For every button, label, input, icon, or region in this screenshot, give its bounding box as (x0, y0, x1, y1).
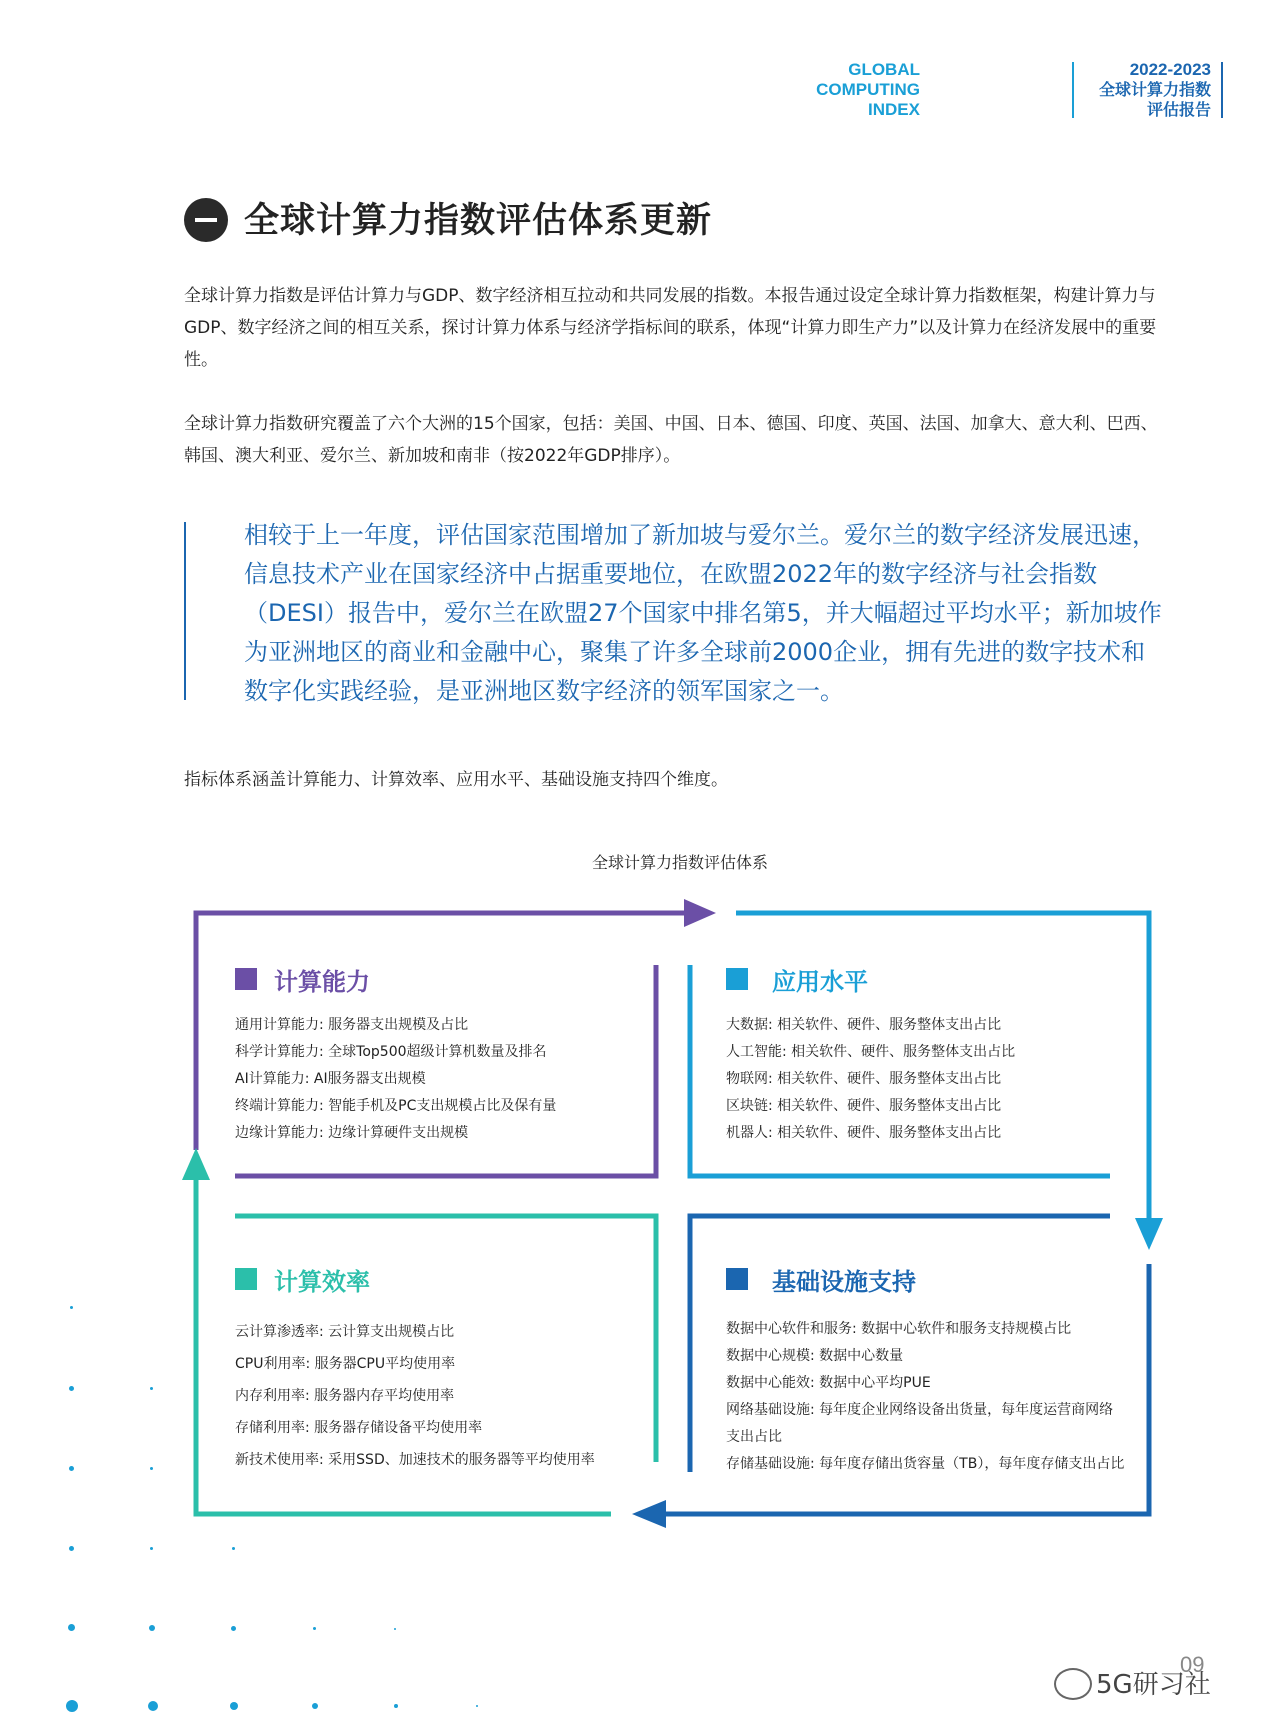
wechat-icon (1054, 1668, 1092, 1700)
header-series-line: COMPUTING (816, 80, 920, 99)
list-item: 存储利用率: 服务器存储设备平均使用率 (235, 1420, 483, 1436)
compute-square-icon (235, 968, 257, 990)
dimensions-paragraph: 指标体系涵盖计算能力、计算效率、应用水平、基础设施支持四个维度。 (184, 770, 728, 790)
header-report-year: 2022-2023 (1129, 60, 1211, 79)
list-item: 支出占比 (726, 1429, 782, 1445)
list-item: 存储基础设施: 每年度存储出货容量（TB），每年度存储支出占比 (726, 1456, 1125, 1472)
decor-dot (230, 1702, 238, 1710)
section-title: 全球计算力指数评估体系更新 (244, 201, 713, 241)
header-report-line: 评估报告 (1146, 100, 1211, 119)
decor-dot (476, 1705, 478, 1707)
application-items (726, 1012, 1015, 1147)
list-item: 数据中心软件和服务: 数据中心软件和服务支持规模占比 (726, 1321, 1072, 1337)
efficiency-square-icon (235, 1268, 257, 1290)
decor-dot (149, 1625, 155, 1631)
decor-dot (394, 1704, 398, 1708)
infrastructure-title: 基础设施支持 (772, 1268, 916, 1296)
list-item: CPU利用率: 服务器CPU平均使用率 (235, 1356, 456, 1372)
infrastructure-square-icon (726, 1268, 748, 1290)
decor-dot (150, 1467, 153, 1470)
list-item: 数据中心规模: 数据中心数量 (726, 1348, 904, 1364)
decor-dot (232, 1547, 235, 1550)
list-item: 边缘计算能力: 边缘计算硬件支出规模 (235, 1125, 469, 1141)
decor-dot (69, 1466, 74, 1471)
list-item: 数据中心能效: 数据中心平均PUE (726, 1375, 931, 1391)
decor-dot (66, 1700, 78, 1712)
arrow-down-icon (1135, 1218, 1163, 1250)
intro-paragraph: 全球计算力指数是评估计算力与GDP、数字经济相互拉动和共同发展的指数。本报告通过设定全球计算力指数框架，构建计算力与GDP、数字经济之间的相互关系，探讨计算力体系与经济学指标间的联系，体现“计算力即生产力”以及计算力在经济发展中的重要性。 (184, 286, 1157, 370)
coverage-paragraph: 全球计算力指数研究覆盖了六个大洲的15个国家，包括：美国、中国、日本、德国、印度、英国、法国、加拿大、意大利、巴西、韩国、澳大利亚、爱尔兰、新加坡和南非（按2022年GDP排序）。 (184, 414, 1158, 466)
header-series-line: GLOBAL (848, 60, 920, 79)
efficiency-title: 计算效率 (274, 1268, 370, 1296)
compute-items (235, 1012, 556, 1147)
page-number: 09 (1180, 1652, 1205, 1677)
arrow-right-icon (684, 899, 716, 927)
header-series-line: INDEX (868, 100, 920, 119)
list-item: 人工智能: 相关软件、硬件、服务整体支出占比 (726, 1044, 1016, 1060)
list-item: 大数据: 相关软件、硬件、服务整体支出占比 (726, 1017, 1002, 1033)
decor-dot (313, 1627, 316, 1630)
decor-dot (70, 1306, 73, 1309)
arrow-up-icon (182, 1148, 210, 1180)
list-item: 机器人: 相关软件、硬件、服务整体支出占比 (726, 1125, 1002, 1141)
header-report-line: 全球计算力指数 (1098, 80, 1211, 99)
list-item: 通用计算能力: 服务器支出规模及占比 (235, 1017, 469, 1033)
decor-dot (68, 1624, 75, 1631)
decor-dot (148, 1701, 158, 1711)
list-item: 终端计算能力: 智能手机及PC支出规模占比及保有量 (235, 1098, 557, 1114)
decor-dot (394, 1628, 396, 1630)
decor-dot (312, 1703, 318, 1709)
efficiency-items (235, 1316, 595, 1476)
arrow-left-icon (632, 1500, 666, 1528)
list-item: 区块链: 相关软件、硬件、服务整体支出占比 (726, 1098, 1002, 1114)
list-item: 网络基础设施: 每年度企业网络设备出货量，每年度运营商网络 (726, 1402, 1114, 1418)
watermark: 5G研习社 (1096, 1670, 1211, 1700)
decor-dot (231, 1626, 236, 1631)
diagram-title: 全球计算力指数评估体系 (591, 853, 768, 872)
decor-dot (150, 1387, 153, 1390)
infrastructure-items (726, 1316, 1124, 1478)
application-title: 应用水平 (772, 968, 868, 996)
decor-dot (69, 1546, 74, 1551)
highlight-quote: 相较于上一年度，评估国家范围增加了新加坡与爱尔兰。爱尔兰的数字经济发展迅速，信息技术产业在国家经济中占据重要地位，在欧盟2022年的数字经济与社会指数（DESI）报告中，爱尔兰在欧盟27个国家中排名第5，并大幅超过平均水平；新加坡作为亚洲地区的商业和金融中心，聚集了许多全球前2000企业，拥有先进的数字技术和数字化实践经验，是亚洲地区数字经济的领军国家之一。 (244, 521, 1162, 705)
list-item: 物联网: 相关软件、硬件、服务整体支出占比 (726, 1071, 1002, 1087)
list-item: 内存利用率: 服务器内存平均使用率 (235, 1388, 455, 1404)
list-item: 新技术使用率: 采用SSD、加速技术的服务器等平均使用率 (235, 1452, 595, 1468)
decor-dot (69, 1386, 74, 1391)
list-item: 云计算渗透率: 云计算支出规模占比 (235, 1324, 455, 1340)
compute-title: 计算能力 (274, 968, 370, 996)
decor-dot (150, 1547, 153, 1550)
application-square-icon (726, 968, 748, 990)
list-item: AI计算能力: AI服务器支出规模 (235, 1071, 426, 1087)
list-item: 科学计算能力: 全球Top500超级计算机数量及排名 (235, 1044, 547, 1060)
